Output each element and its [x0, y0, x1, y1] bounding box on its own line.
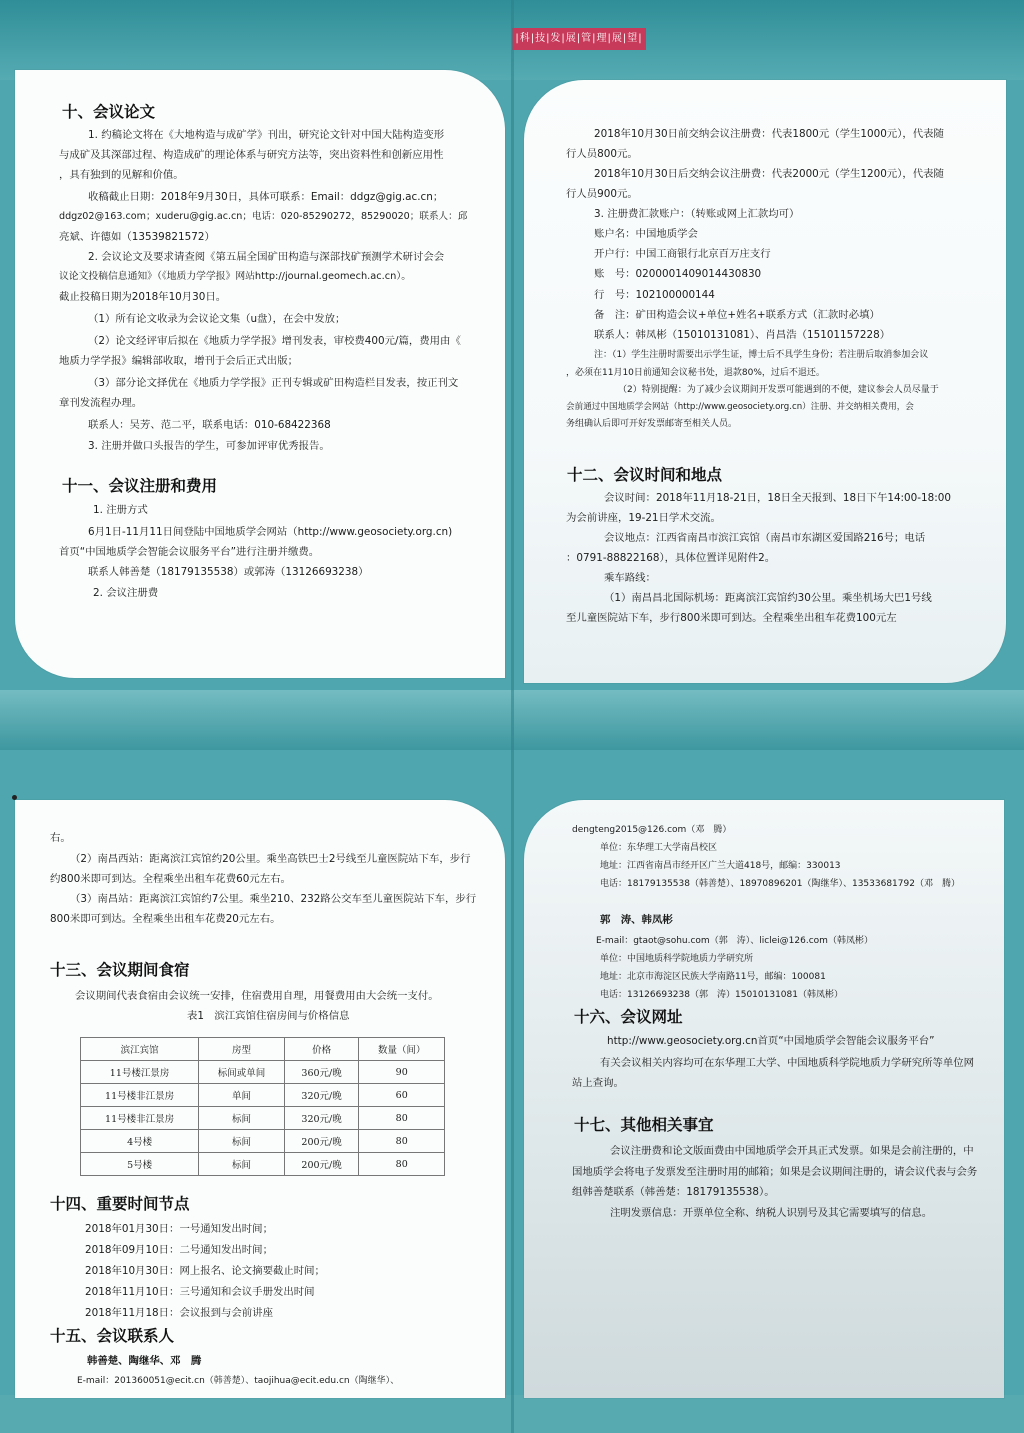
contact-names-1: 韩善楚、陶继华、邓 腾 — [87, 1355, 202, 1367]
table-cell: 80 — [359, 1153, 445, 1176]
website-line: http://www.geosociety.org.cn首页“中国地质学会智能会议服务平台” — [607, 1035, 935, 1047]
section-17-title: 十七、其他相关事宜 — [574, 1116, 714, 1134]
s11b-line: 3. 注册费汇款账户：（转账或网上汇款均可） — [594, 208, 800, 220]
s12b-line: 右。 — [50, 832, 71, 844]
panel-bottom-right — [524, 800, 1004, 1398]
section-13-title: 十三、会议期间食宿 — [50, 961, 190, 979]
s11b-line: 2018年10月30日前交纳会议注册费：代表1800元（学生1000元），代表随 — [594, 128, 944, 140]
table-row — [81, 1084, 445, 1107]
table-cell: 90 — [359, 1061, 445, 1084]
s12b-line: 约800米即可到达。全程乘坐出租车花费60元左右。 — [50, 873, 291, 885]
table-cell: 标间 — [199, 1107, 285, 1130]
table-cell: 单间 — [199, 1084, 285, 1107]
s10-line: 1. 约稿论文将在《大地构造与成矿学》刊出，研究论文针对中国大陆构造变形 — [88, 129, 445, 141]
s10-line: 议论文投稿信息通知》（《地质力学学报》网站http://journal.geomech.ac.cn）。 — [59, 271, 412, 282]
panel-top-right — [524, 80, 1006, 683]
s10-line: 截止投稿日期为2018年10月30日。 — [59, 291, 227, 303]
s12-line: 乘车路线： — [604, 572, 656, 584]
s11-line: 联系人韩善楚（18179135538）或郭涛（13126693238） — [88, 566, 369, 578]
table-cell: 标间或单间 — [199, 1061, 285, 1084]
s10-line: 2. 会议论文及要求请查阅《第五届全国矿田构造与深部找矿预测学术研讨会会 — [88, 251, 445, 263]
s11-line: 首页“中国地质学会智能会议服务平台”进行注册并缴费。 — [59, 546, 320, 558]
table-cell: 360元/晚 — [284, 1061, 359, 1084]
website-line: 有关会议相关内容均可在东华理工大学、中国地质科学院地质力学研究所等单位网 — [600, 1057, 975, 1069]
contact-unit-2: 单位：中国地质科学院地质力学研究所 — [600, 954, 754, 964]
table-cell: 200元/晚 — [284, 1130, 359, 1153]
table-header-cell: 房型 — [199, 1038, 285, 1061]
table-row — [81, 1107, 445, 1130]
table-cell: 200元/晚 — [284, 1153, 359, 1176]
s17-line: 会议注册费和论文版面费由中国地质学会开具正式发票。如果是会前注册的，中 — [610, 1145, 974, 1157]
table-header-cell: 价格 — [284, 1038, 359, 1061]
s10-line: ddgz02@163.com；xuderu@gig.ac.cn；电话：020-85290272，85290020；联系人：邱 — [59, 211, 468, 222]
s10-line: （3）部分论文择优在《地质力学学报》正刊专辑或矿田构造栏目发表，按正刊文 — [88, 377, 459, 389]
s17-line: 国地质学会将电子发票发至注册时用的邮箱；如果是会议期间注册的，请会议代表与会务 — [572, 1166, 978, 1178]
s10-line: （1）所有论文收录为会议论文集（u盘），在会中发放； — [88, 313, 346, 325]
s12-line: 至儿童医院站下车，步行800米即可到达。全程乘坐出租车花费100元左 — [566, 612, 897, 624]
s11b-line: 账户名：中国地质学会 — [594, 228, 698, 240]
table-row — [81, 1153, 445, 1176]
s11-line: 6月1日-11月11日间登陆中国地质学会网站（http://www.geosociety.org.cn) — [88, 526, 453, 538]
contact-email-2: E-mail：gtaot@sohu.com（郭 涛）、liclei@126.com（韩凤彬） — [596, 936, 873, 946]
contact-email-1b: dengteng2015@126.com（邓 腾） — [572, 825, 732, 835]
timeline-item: 2018年01月30日：一号通知发出时间； — [85, 1223, 273, 1235]
s17-line: 组韩善楚联系（韩善楚：18179135538）。 — [572, 1186, 775, 1198]
table-cell: 11号楼非江景房 — [81, 1107, 199, 1130]
s11b-line: 联系人：韩凤彬（15010131081）、肖昌浩（15101157228） — [594, 329, 891, 341]
contact-address-1: 地址：江西省南昌市经开区广兰大道418号，邮编：330013 — [600, 861, 841, 871]
table-cell: 80 — [359, 1107, 445, 1130]
s11-line: 1. 注册方式 — [93, 504, 148, 516]
table-header-cell: 滨江宾馆 — [81, 1038, 199, 1061]
s10-line: 收稿截止日期：2018年9月30日，具体可联系：Email：ddgz@gig.ac.cn； — [88, 191, 444, 203]
s11b-note: ，必须在11月10日前通知会议秘书处，退款80%，过后不退还。 — [566, 368, 825, 378]
s10-line: 与成矿及其深部过程、构造成矿的理论体系与研究方法等，突出资料性和创新应用性 — [59, 149, 444, 161]
s11b-note: 会前通过中国地质学会网站（http://www.geosociety.org.cn）注册、并交纳相关费用，会 — [566, 402, 914, 412]
s12-line: 为会前讲座，19-21日学术交流。 — [566, 512, 721, 524]
timeline-item: 2018年10月30日：网上报名、论文摘要截止时间； — [85, 1265, 325, 1277]
s10-line: 3. 注册并做口头报告的学生，可参加评审优秀报告。 — [88, 440, 330, 452]
table-cell: 60 — [359, 1084, 445, 1107]
website-line: 站上查询。 — [572, 1077, 624, 1089]
table-cell: 标间 — [199, 1153, 285, 1176]
s10-line: 亮斌、许德如（13539821572） — [59, 231, 215, 243]
contact-address-2: 地址：北京市海淀区民族大学南路11号，邮编：100081 — [600, 972, 826, 982]
contact-names-2: 郭 涛、韩凤彬 — [600, 914, 673, 926]
s11b-line: 行人员800元。 — [566, 148, 638, 160]
contact-phone-1: 电话：18179135538（韩善楚）、18970896201（陶继华）、13533681792（邓 腾） — [600, 879, 960, 889]
table-header-cell: 数量（间） — [359, 1038, 445, 1061]
panel-top-left — [15, 70, 505, 678]
section-16-title: 十六、会议网址 — [574, 1008, 683, 1026]
s12b-line: （2）南昌西站：距离滨江宾馆约20公里。乘坐高铁巴士2号线至儿童医院站下车，步行 — [70, 853, 471, 865]
table-cell: 11号楼江景房 — [81, 1061, 199, 1084]
s11b-line: 开户行：中国工商银行北京百万庄支行 — [594, 248, 771, 260]
s12-line: 会议时间：2018年11月18-21日，18日全天报到、18日下午14:00-18:00 — [604, 492, 951, 504]
s12b-line: 800米即可到达。全程乘坐出租车花费20元左右。 — [50, 913, 281, 925]
s11b-line: 2018年10月30日后交纳会议注册费：代表2000元（学生1200元），代表随 — [594, 168, 944, 180]
timeline-item: 2018年11月10日：三号通知和会议手册发出时间 — [85, 1286, 315, 1298]
s11b-line: 行 号：102100000144 — [594, 289, 715, 301]
s10-line: ，具有独到的见解和价值。 — [59, 169, 184, 181]
table-cell: 320元/晚 — [284, 1107, 359, 1130]
s12b-line: （3）南昌站：距离滨江宾馆约7公里。乘坐210、232路公交车至儿童医院站下车，步行 — [70, 893, 477, 905]
room-price-table — [80, 1037, 445, 1176]
s11b-line: 账 号：0200001409014430830 — [594, 268, 762, 280]
section-12-title: 十二、会议时间和地点 — [567, 466, 723, 484]
section-15-title: 十五、会议联系人 — [50, 1327, 175, 1345]
panel-bottom-left — [15, 800, 505, 1398]
table-cell: 5号楼 — [81, 1153, 199, 1176]
s11-line: 2. 会议注册费 — [93, 587, 159, 599]
table-caption: 表1 滨江宾馆住宿房间与价格信息 — [187, 1010, 350, 1022]
table-header-row — [81, 1038, 445, 1061]
s12-line: 会议地点：江西省南昌市滨江宾馆（南昌市东湖区爱国路216号；电话 — [604, 532, 926, 544]
timeline-item: 2018年11月18日：会议报到与会前讲座 — [85, 1307, 273, 1319]
contact-email-1: E-mail：201360051@ecit.cn（韩善楚）、taojihua@ecit.edu.cn（陶继华）、 — [77, 1376, 400, 1386]
timeline-item: 2018年09月10日：二号通知发出时间； — [85, 1244, 273, 1256]
table-cell: 11号楼非江景房 — [81, 1084, 199, 1107]
contact-phone-2: 电话：13126693238（郭 涛）15010131081（韩凤彬） — [600, 990, 843, 1000]
table-cell: 320元/晚 — [284, 1084, 359, 1107]
table-row — [81, 1061, 445, 1084]
header-tag: |科|技|发|展|管|理|展|望| — [512, 28, 646, 50]
section-10-title: 十、会议论文 — [62, 103, 156, 121]
section-11-title: 十一、会议注册和费用 — [62, 477, 218, 495]
s11b-line: 行人员900元。 — [566, 188, 638, 200]
s12-line: ：0791-88822168），具体位置详见附件2。 — [566, 552, 776, 564]
s11b-note: 注：（1）学生注册时需要出示学生证，博士后不具学生身份；若注册后取消参加会议 — [594, 350, 929, 360]
s10-line: 联系人：吴芳、范二平，联系电话：010-68422368 — [88, 419, 331, 431]
s10-line: （2）论文经评审后拟在《地质力学学报》增刊发表，审校费400元/篇，费用由《 — [88, 335, 461, 347]
s17-line: 注明发票信息：开票单位全称、纳税人识别号及其它需要填写的信息。 — [610, 1207, 933, 1219]
contact-unit-1: 单位：东华理工大学南昌校区 — [600, 843, 718, 853]
table-cell: 标间 — [199, 1130, 285, 1153]
s13-line: 会议期间代表食宿由会议统一安排，住宿费用自理，用餐费用由大会统一支付。 — [75, 990, 439, 1002]
s11b-note: （2）特别提醒：为了减少会议期间开发票可能遇到的不便，建议参会人员尽量于 — [618, 385, 939, 395]
s11b-note: 务组确认后即可开好发票邮寄至相关人员。 — [566, 419, 738, 429]
section-14-title: 十四、重要时间节点 — [50, 1195, 190, 1213]
s12-line: （1）南昌昌北国际机场：距离滨江宾馆约30公里。乘坐机场大巴1号线 — [604, 592, 932, 604]
s10-line: 章刊发流程办理。 — [59, 397, 143, 409]
table-cell: 4号楼 — [81, 1130, 199, 1153]
s10-line: 地质力学学报》编辑部收取，增刊于会后正式出版； — [59, 355, 298, 367]
table-cell: 80 — [359, 1130, 445, 1153]
table-row — [81, 1130, 445, 1153]
fold-line — [511, 0, 514, 1433]
s11b-line: 备 注：矿田构造会议+单位+姓名+联系方式（汇款时必填） — [594, 309, 880, 321]
